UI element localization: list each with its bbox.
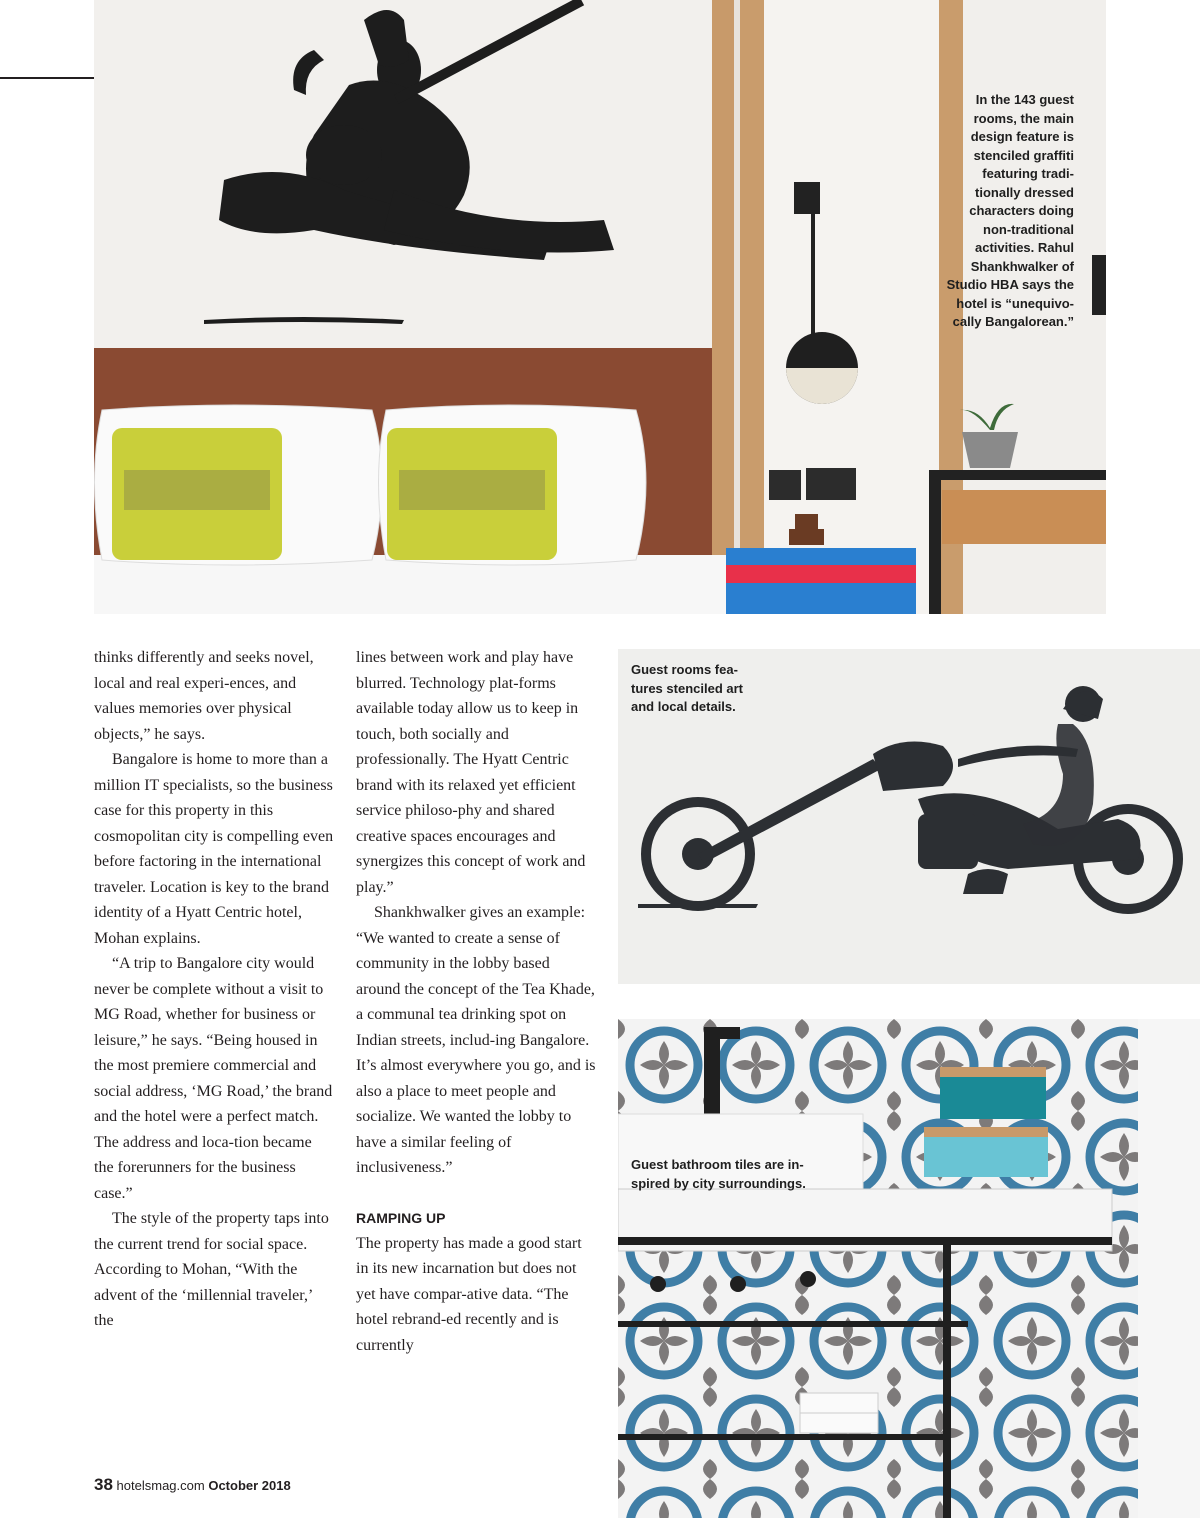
photo-bathroom [618,1019,1200,1518]
caption-middle [631,661,761,717]
caption-line: spired by city surroundings. [631,1175,806,1191]
page-folio [94,1475,291,1495]
paragraph: thinks differently and seeks novel, local and real experi-ences, and values memories over physical objects,” he says. [94,649,314,743]
caption-line: Guest bathroom tiles are in- [631,1157,804,1172]
caption-line: cally Bangalorean.” [952,314,1074,329]
caption-line: tionally dressed [975,184,1074,200]
caption-bottom [631,1156,831,1193]
caption-line: non-traditional [983,221,1074,237]
caption-line: tures stenciled art [631,680,743,696]
paragraph: Bangalore is home to more than a million IT specialists, so the business case for this property in this cosmopolitan city is compelling even before factoring in the international traveler. Location is key to the brand identity of a Hyatt Centric hotel, Mohan explains. [94,751,334,947]
caption-line: stenciled graffiti [973,147,1074,163]
caption-line: characters doing [969,203,1074,218]
page-number: 38 [94,1475,113,1494]
paragraph: The style of the property taps into the current trend for social space. According to Mohan, “With the advent of the ‘millennial traveler,’ the [94,1210,329,1329]
paragraph: lines between work and play have blurred. Technology plat-forms available today allow us to keep in touch, both socially and professionally. The Hyatt Centric brand with its relaxed yet efficient service philoso-phy and shared creative spaces encourages and synergizes this concept of work and play.” [356,649,586,896]
caption-line: design feature is [970,129,1074,144]
site-url: hotelsmag.com [116,1478,205,1493]
caption-line: featuring tradi- [982,166,1074,181]
body-column-1 [94,645,334,1334]
paragraph: Shankhwalker gives an example: “We wanted to create a sense of community in the lobby based around the concept of the Tea Khade, a communal tea drinking spot on Indian streets, includ-ing Bangalore. It’s almost everywhere you go, and is also a place to meet people and socialize. We wanted the lobby to have a similar feeling of inclusiveness.” [356,904,596,1176]
body-column-2 [356,645,596,1358]
caption-top [930,91,1074,332]
caption-line: rooms, the main [973,110,1074,126]
caption-line: Shankhwalker of [970,258,1074,274]
paragraph: “A trip to Bangalore city would never be complete without a visit to MG Road, whether for business or leisure,” he says. “Being housed in the most premiere commercial and social address, ‘MG Road,’ the brand and the hotel were a perfect match. The address and loca-tion became the forerunners for the business case.” [94,955,333,1202]
paragraph: The property has made a good start in its new incarnation but does not yet have compar-ative data. “The hotel rebrand-ed recently and is currently [356,1234,582,1354]
caption-line: activities. Rahul [975,240,1074,255]
caption-line: hotel is “unequivo- [956,295,1074,311]
caption-line: Studio HBA says the [946,277,1074,292]
caption-line: Guest rooms fea- [631,662,738,677]
caption-line: and local details. [631,699,736,714]
subhead: RAMPING UP [356,1209,446,1226]
bathroom-tiles-illustration [618,1019,1200,1518]
issue-date: October 2018 [208,1478,291,1493]
caption-line: In the 143 guest [975,92,1074,107]
